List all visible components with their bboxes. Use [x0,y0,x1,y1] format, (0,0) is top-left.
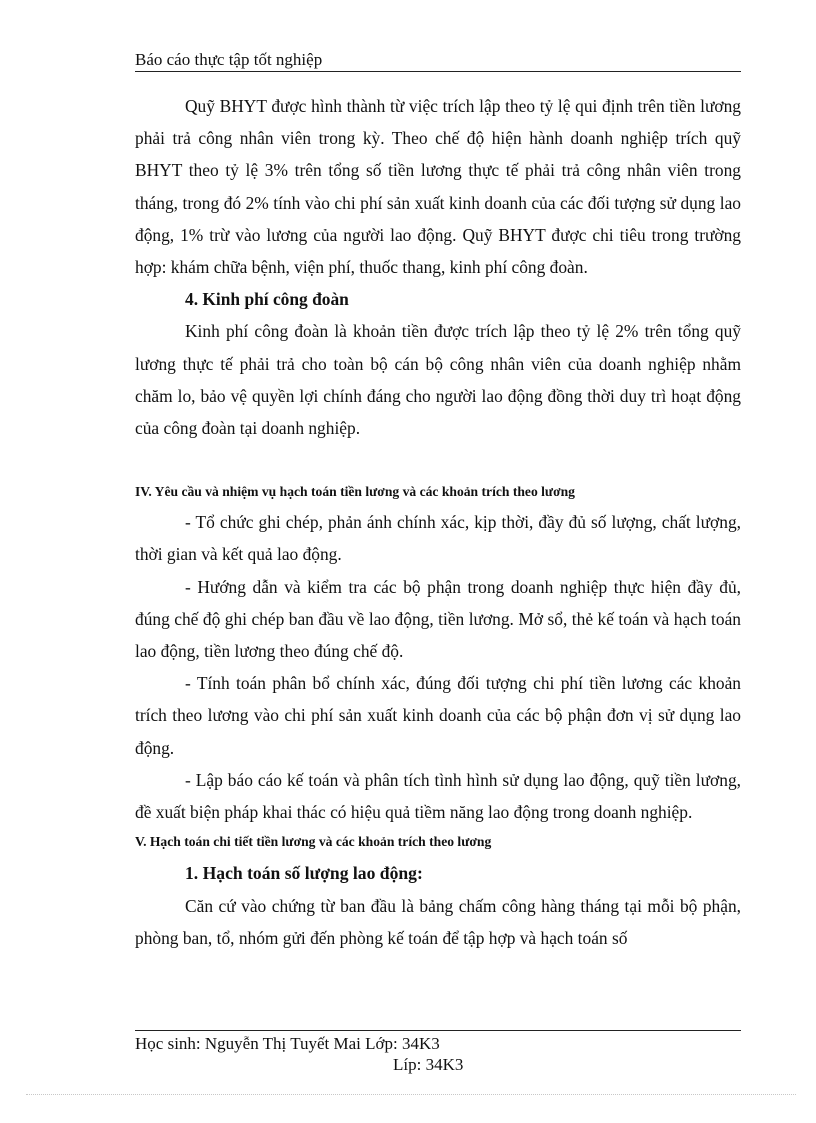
subheading-hach-toan-so-luong: 1. Hạch toán số lượng lao động: [185,863,423,884]
heading-kinh-phi-cong-doan: 4. Kinh phí công đoàn [185,289,349,310]
paragraph-bhyt: Quỹ BHYT được hình thành từ việc trích lập theo tỷ lệ qui định trên tiền lương phải trả công nhân viên trong kỳ. Theo chế độ hiện hành doanh nghiệp trích quỹ BHYT theo tỷ lệ 3% trên tổng số tiền lương thực tế phải trả công nhân viên trong tháng, trong đó 2% tính vào chi phí sản xuất kinh doanh của các đối tượng sử dụng lao động, 1% trừ vào lương của người lao động. Quỹ BHYT được chi tiêu trong trường hợp: khám chữa bệnh, viện phí, thuốc thang, kinh phí công đoàn. [135,96,741,278]
list-item: - Hướng dẫn và kiểm tra các bộ phận trong doanh nghiệp thực hiện đầy đủ, đúng chế độ ghi chép ban đầu về lao động, tiền lương. Mở sổ, thẻ kế toán và hạch toán lao động, tiền lương theo đúng chế độ. [135,576,741,662]
section-heading-v: V. Hạch toán chi tiết tiền lương và các khoản trích theo lương [135,834,492,850]
page-header-title: Báo cáo thực tập tốt nghiệp [135,50,323,69]
list-item: - Tổ chức ghi chép, phản ánh chính xác, kịp thời, đầy đủ số lượng, chất lượng, thời gian và kết quả lao động. [135,512,741,565]
header-rule [135,71,741,72]
list-item: - Tính toán phân bổ chính xác, đúng đối tượng chi phí tiền lương các khoản trích theo lương vào chi phí sản xuất kinh doanh của các bộ phận đơn vị sử dụng lao động. [135,673,741,758]
list-item: - Lập báo cáo kế toán và phân tích tình hình sử dụng lao động, quỹ tiền lương, đề xuất biện pháp khai thác có hiệu quả tiềm năng lao động trong doanh nghiệp. [135,769,741,823]
footer-rule [135,1030,741,1031]
section-heading-iv: IV. Yêu cầu và nhiệm vụ hạch toán tiền lương và các khoản trích theo lương [135,484,575,500]
page-bottom-dotted-line [26,1094,796,1095]
paragraph-can-cu: Căn cứ vào chứng từ ban đầu là bảng chấm công hàng tháng tại mỗi bộ phận, phòng ban, tổ, nhóm gửi đến phòng kế toán để tập hợp và hạch toán số [135,896,741,949]
footer-class-line: Líp: 34K3 [393,1055,464,1074]
document-body [135,90,741,955]
paragraph-kinh-phi: Kinh phí công đoàn là khoản tiền được trích lập theo tỷ lệ 2% trên tổng quỹ lương thực tế phải trả cho toàn bộ cán bộ công nhân viên của doanh nghiệp nhằm chăm lo, bảo vệ quyền lợi chính đáng cho người lao động đồng thời duy trì hoạt động của công đoàn tại doanh nghiệp. [135,321,741,439]
footer-student-line: Học sinh: Nguyễn Thị Tuyết Mai Lớp: 34K3 [135,1034,440,1053]
